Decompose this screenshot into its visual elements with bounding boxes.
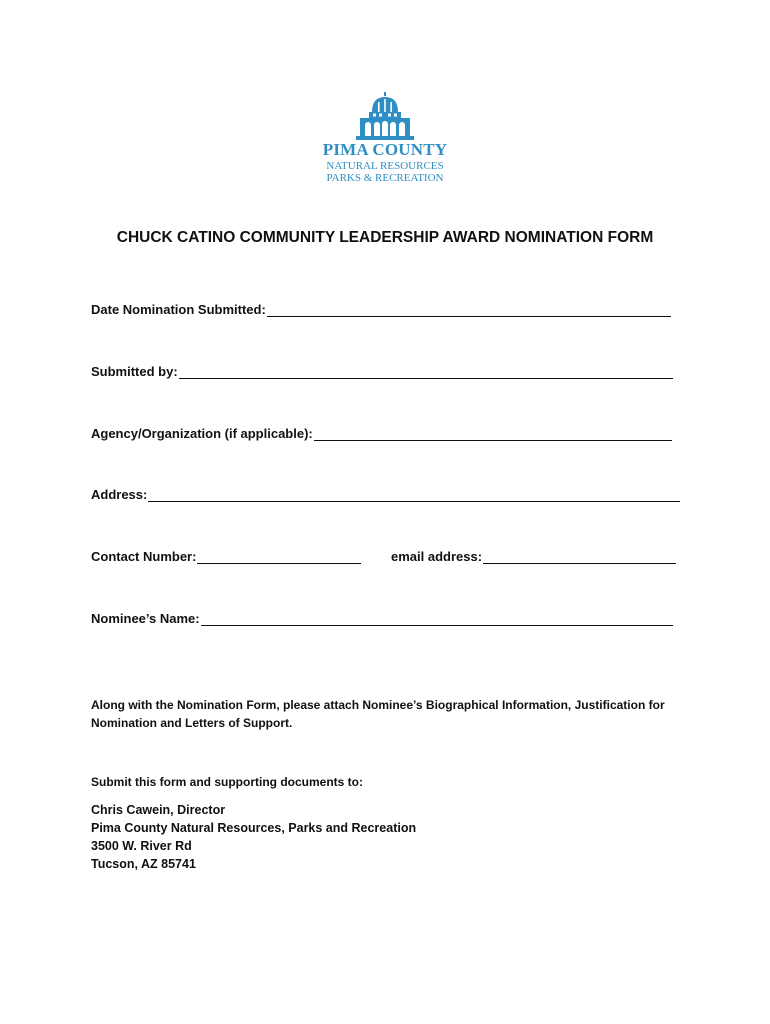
contact-number-label: Contact Number: (91, 549, 197, 564)
courthouse-dome-icon (356, 92, 414, 140)
address-input[interactable] (148, 485, 680, 502)
email-input[interactable] (483, 547, 676, 564)
recipient-org: Pima County Natural Resources, Parks and Recreation (91, 821, 417, 835)
recipient-city: Tucson, AZ 85741 (91, 857, 196, 871)
date-submitted-field (91, 295, 671, 317)
email-field (391, 542, 676, 564)
submit-heading (91, 773, 691, 791)
nominee-name-field (91, 604, 673, 626)
recipient-street: 3500 W. River Rd (91, 839, 192, 853)
agency-label: Agency/Organization (if applicable): (91, 426, 313, 441)
submitted-by-field (91, 357, 673, 379)
address-label: Address: (91, 487, 148, 502)
logo-title: PIMA COUNTY (322, 140, 448, 159)
submitted-by-input[interactable] (179, 362, 673, 379)
date-submitted-input[interactable] (267, 300, 671, 317)
contact-number-input[interactable] (197, 547, 361, 564)
agency-input[interactable] (314, 424, 672, 441)
contact-number-field (91, 542, 361, 564)
logo-subtitle-1: NATURAL RESOURCES (326, 160, 444, 172)
attach-instructions (91, 696, 691, 732)
logo-subtitle-2: PARKS & RECREATION (326, 172, 444, 184)
submit-heading-text: Submit this form and supporting documents to: (91, 775, 363, 789)
date-submitted-label: Date Nomination Submitted: (91, 302, 266, 317)
attach-instructions-line-1: Along with the Nomination Form, please attach Nominee’s Biographical Information, Justification for (91, 698, 665, 712)
agency-field (91, 419, 672, 441)
nominee-name-label: Nominee’s Name: (91, 611, 200, 626)
attach-instructions-line-2: Nomination and Letters of Support. (91, 716, 293, 730)
nominee-name-input[interactable] (201, 609, 673, 626)
recipient-address-block (91, 801, 691, 873)
form-title: CHUCK CATINO COMMUNITY LEADERSHIP AWARD NOMINATION FORM (116, 229, 654, 246)
submitted-by-label: Submitted by: (91, 364, 178, 379)
address-field (91, 480, 680, 502)
recipient-name: Chris Cawein, Director (91, 803, 226, 817)
pima-county-logo (322, 92, 448, 184)
email-label: email address: (391, 549, 483, 564)
